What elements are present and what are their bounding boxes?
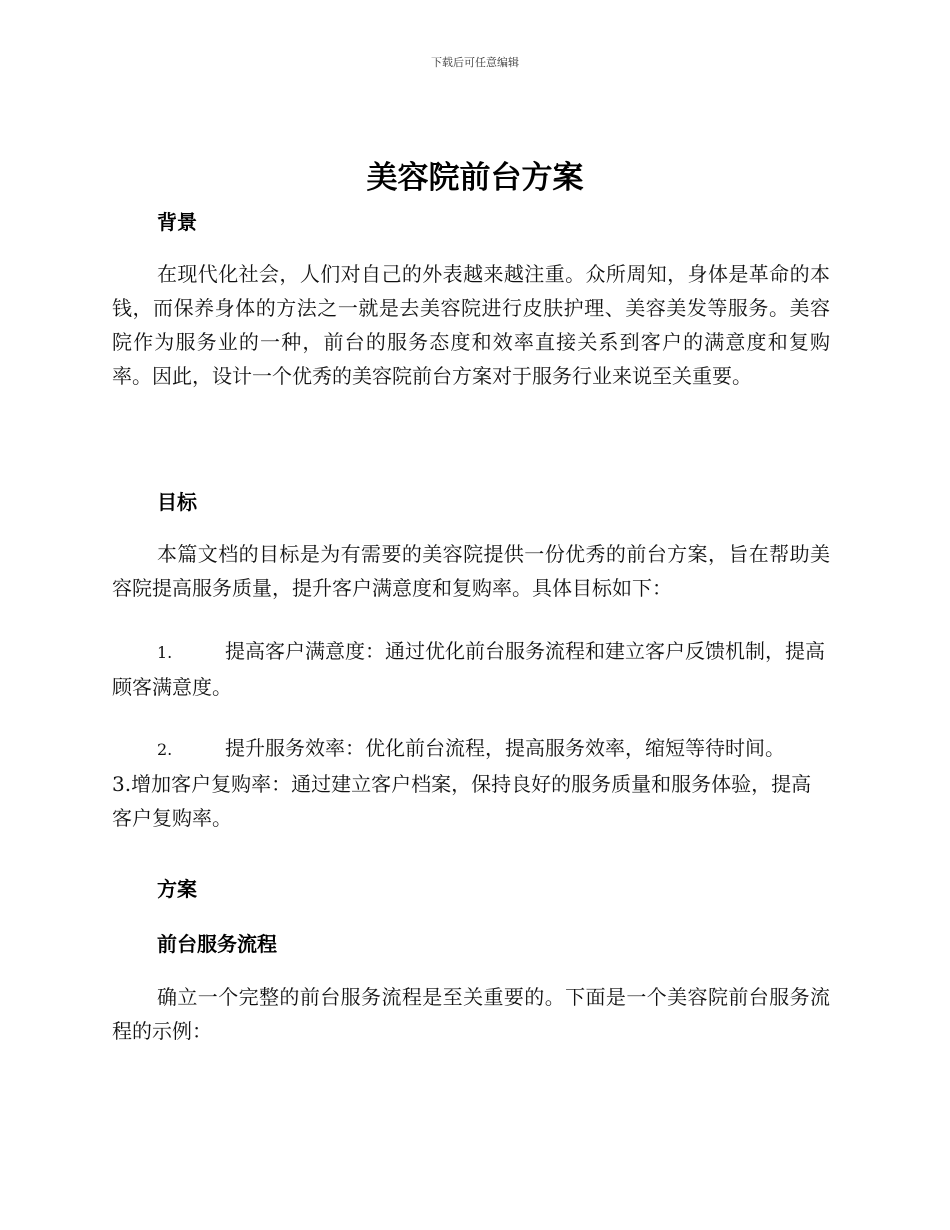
list-item-2 xyxy=(112,731,830,835)
list-text-1: 提高客户满意度：通过优化前台服务流程和建立客户反馈机制，提高顾客满意度。 xyxy=(112,639,825,699)
header-note: 下载后可任意编辑 xyxy=(431,56,519,69)
list-item-1 xyxy=(112,634,830,704)
paragraph-background: 在现代化社会，人们对自己的外表越来越注重。众所周知，身体是革命的本钱，而保养身体的方法之一就是去美容院进行皮肤护理、美容美发等服务。美容院作为服务业的一种，前台的服务态度和效率直接关系到客户的满意度和复购率。因此，设计一个优秀的美容院前台方案对于服务行业来说至关重要。 xyxy=(112,262,830,388)
list-text-2: 提升服务效率：优化前台流程，提高服务效率，缩短等待时间。 xyxy=(225,736,785,760)
list-number-2: 2. xyxy=(157,740,173,759)
list-text-3: 3.增加客户复购率：通过建立客户档案，保持良好的服务质量和服务体验，提高客户复购率。 xyxy=(112,772,812,830)
document-title: 美容院前台方案 xyxy=(366,160,584,196)
list-number-1: 1. xyxy=(157,643,173,662)
heading-plan: 方案 xyxy=(157,877,197,901)
paragraph-goals: 本篇文档的目标是为有需要的美容院提供一份优秀的前台方案，旨在帮助美容院提高服务质量，提升客户满意度和复购率。具体目标如下： xyxy=(112,542,830,600)
heading-goals: 目标 xyxy=(157,490,197,514)
subheading-front-desk-process: 前台服务流程 xyxy=(157,932,277,956)
heading-background: 背景 xyxy=(157,210,197,234)
paragraph-plan: 确立一个完整的前台服务流程是至关重要的。下面是一个美容院前台服务流程的示例： xyxy=(112,985,830,1043)
